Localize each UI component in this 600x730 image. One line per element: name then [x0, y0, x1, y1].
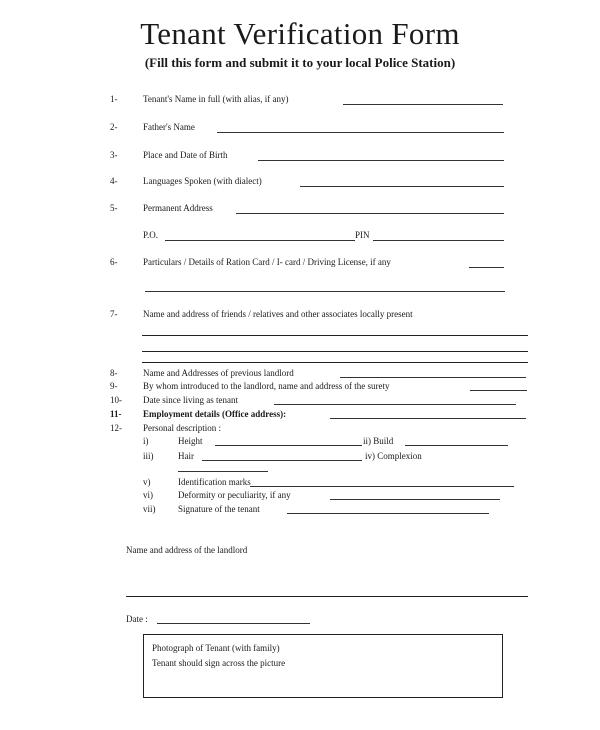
field-landlord-address[interactable]: [126, 596, 528, 597]
item-label-id-details: Particulars / Details of Ration Card / I- card / Driving License, if any: [143, 257, 391, 267]
field-languages[interactable]: [300, 186, 504, 187]
landlord-label: Name and address of the landlord: [126, 545, 248, 555]
item-number: 5-: [110, 203, 118, 213]
field-build[interactable]: [405, 445, 508, 446]
item-number: 12-: [110, 423, 122, 433]
field-place-date-birth[interactable]: [258, 160, 504, 161]
item-number: 6-: [110, 257, 118, 267]
date-label: Date :: [126, 614, 148, 624]
item-number: 1-: [110, 94, 118, 104]
sub-label-complexion: iv) Complexion: [365, 451, 422, 461]
field-friends-line2[interactable]: [142, 351, 528, 352]
field-employment[interactable]: [330, 418, 526, 419]
field-identification-marks[interactable]: [250, 486, 514, 487]
field-deformity[interactable]: [330, 499, 500, 500]
field-date[interactable]: [157, 623, 310, 624]
field-tenant-name[interactable]: [343, 104, 503, 105]
field-po[interactable]: [165, 240, 355, 241]
field-hair[interactable]: [202, 460, 362, 461]
item-label-permanent-address: Permanent Address: [143, 203, 213, 213]
item-label-personal-description: Personal description :: [143, 423, 221, 433]
item-number: 9-: [110, 381, 118, 391]
sub-number: vi): [143, 490, 153, 500]
sub-label-identification-marks: Identification marks: [178, 477, 251, 487]
field-previous-landlord[interactable]: [340, 377, 526, 378]
form-title: Tenant Verification Form: [140, 16, 460, 51]
field-date-since-living[interactable]: [274, 404, 516, 405]
field-friends-line1[interactable]: [142, 335, 528, 336]
item-label-previous-landlord: Name and Addresses of previous landlord: [143, 368, 294, 378]
form-subtitle: (Fill this form and submit it to your local Police Station): [144, 55, 456, 70]
field-father-name[interactable]: [217, 132, 504, 133]
field-friends-line3[interactable]: [142, 362, 528, 363]
item-label-employment: Employment details (Office address):: [143, 409, 287, 419]
sub-number: iii): [143, 451, 154, 461]
field-height[interactable]: [215, 445, 362, 446]
item-label-place-date-birth: Place and Date of Birth: [143, 150, 228, 160]
field-id-details[interactable]: [469, 267, 504, 268]
sub-number: i): [143, 436, 149, 446]
field-signature[interactable]: [287, 513, 489, 514]
item-number: 10-: [110, 395, 122, 405]
field-permanent-address[interactable]: [236, 213, 504, 214]
photo-box[interactable]: [143, 634, 503, 698]
sub-number: vii): [143, 504, 156, 514]
item-number: 3-: [110, 150, 118, 160]
field-complexion[interactable]: [178, 471, 268, 472]
sub-label-height: Height: [178, 436, 203, 446]
item-label-date-since-living: Date since living as tenant: [143, 395, 238, 405]
item-number: 2-: [110, 122, 118, 132]
sub-label-deformity: Deformity or peculiarity, if any: [178, 490, 291, 500]
item-number: 7-: [110, 309, 118, 319]
item-label-introduced-by: By whom introduced to the landlord, name and address of the surety: [143, 381, 390, 391]
sub-label-hair: Hair: [178, 451, 194, 461]
sub-label-build: ii) Build: [363, 436, 394, 446]
item-label-father-name: Father's Name: [143, 122, 195, 132]
item-number: 11-: [110, 409, 122, 419]
item-label-tenant-name: Tenant's Name in full (with alias, if any): [143, 94, 289, 104]
po-label: P.O.: [143, 230, 159, 240]
field-pin[interactable]: [373, 240, 504, 241]
sub-label-signature: Signature of the tenant: [178, 504, 260, 514]
photo-instruction: Tenant should sign across the picture: [152, 658, 286, 668]
field-id-details-line2[interactable]: [145, 291, 505, 292]
field-introduced-by[interactable]: [470, 390, 527, 391]
item-label-friends-relatives: Name and address of friends / relatives and other associates locally present: [143, 309, 413, 319]
sub-number: v): [143, 477, 151, 487]
item-number: 4-: [110, 176, 118, 186]
pin-label: PIN: [355, 230, 370, 240]
item-number: 8-: [110, 368, 118, 378]
photo-caption: Photograph of Tenant (with family): [152, 643, 280, 653]
item-label-languages: Languages Spoken (with dialect): [143, 176, 262, 186]
